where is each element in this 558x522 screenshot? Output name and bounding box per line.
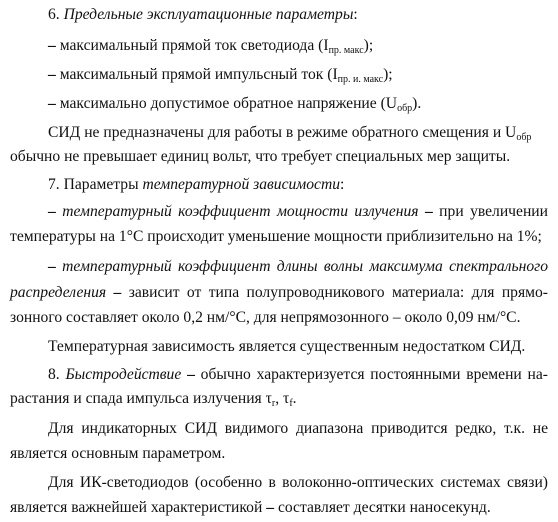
section-6-heading [48,6,358,24]
list-text: максимальный прямой ток светодиода (I [55,37,329,54]
list-tail: ); [363,37,374,54]
item-power-temp-coeff-line1 [48,203,548,221]
list-item-pulse-current [48,66,393,84]
section-8-line2 [10,390,297,408]
paragraph-text: растания и спада импульса излучения τ [10,390,272,407]
list-text: зависит от типа полупроводникового материала: для прямо- [128,284,549,301]
list-text: зонного составляет около 0,2 нм/°С, для непрямозонного – около 0,09 нм/°С. [10,309,521,326]
term: температурный коэффициент длины волны максимума спектрального [62,258,548,275]
dash: – [187,366,195,383]
list-text: максимальный прямой импульсный ток (I [55,66,338,83]
list-dash: – [48,203,56,220]
dash: – [266,499,275,516]
paragraph-text: составляет десятки наносекунд. [277,499,491,516]
term: распределения [10,284,107,301]
dash: – [113,284,122,301]
paragraph-temperature-note [48,338,525,356]
subscript: обр [516,132,532,143]
paragraph-text: , τ [275,390,290,407]
list-text: максимально допустимое обратное напряжение (U [55,95,398,112]
paragraph-reverse-bias-line1 [48,124,531,142]
paragraph-ir-led-line1 [48,474,548,492]
list-dash: – [48,66,56,83]
list-text: при увеличении [439,203,548,220]
list-tail: ); [383,66,393,83]
section-title: Предельные эксплуатационные параметры [63,6,354,23]
list-dash: – [48,37,56,54]
list-tail: ). [412,95,422,112]
item-wavelength-temp-coeff-line3 [10,309,520,327]
paragraph-text: Для ИК-светодиодов (особенно в волоконно-оптических системах связи) [48,474,548,491]
section-8-heading [48,366,548,384]
list-dash: – [48,258,56,275]
section-number: 7. Параметры [48,176,143,193]
paragraph-text: Температурная зависимость является существенным недостатком СИД. [48,338,526,355]
subscript: пр. макс [328,45,364,56]
paragraph-text: обычно характеризуется постоянными времени на- [200,366,548,383]
paragraph-indicator-line1 [48,420,548,438]
subscript: r [271,398,276,409]
paragraph-reverse-bias-line2 [10,148,510,166]
list-dash: – [48,95,56,112]
list-item-reverse-voltage [48,95,421,113]
list-text: температуры на 1°С происходит уменьшение мощности приблизительно на 1%; [10,228,542,245]
heading-colon: : [353,6,358,23]
paragraph-text: обычно не превышает единиц вольт, что требует специальных мер защиты. [10,148,511,165]
subscript: пр. и. макс [337,74,384,85]
list-item-forward-current [48,37,373,55]
item-wavelength-temp-coeff-line1 [48,258,548,276]
paragraph-text: является основным параметром. [10,445,226,462]
term: температурный коэффициент мощности излучения [62,203,419,220]
paragraph-text: . [292,390,297,407]
section-title: Быстродействие [65,366,182,383]
section-7-heading [48,176,344,194]
item-power-temp-coeff-line2 [10,228,542,246]
paragraph-text: является важнейшей характеристикой [10,499,263,516]
paragraph-ir-led-line2 [10,499,491,517]
paragraph-text: Для индикаторных СИД видимого диапазона приводится редко, т.к. не [48,420,548,437]
subscript: обр [397,103,413,114]
item-wavelength-temp-coeff-line2 [10,284,548,302]
paragraph-indicator-line2 [10,445,225,463]
section-title: температурной зависимости [142,176,341,193]
paragraph-text: СИД не предназначены для работы в режиме обратного смещения и U [48,124,517,141]
section-number: 8. [48,366,66,383]
subscript: f [289,398,293,409]
dash: – [424,203,433,220]
heading-colon: : [340,176,345,193]
section-number: 6. [48,6,64,23]
